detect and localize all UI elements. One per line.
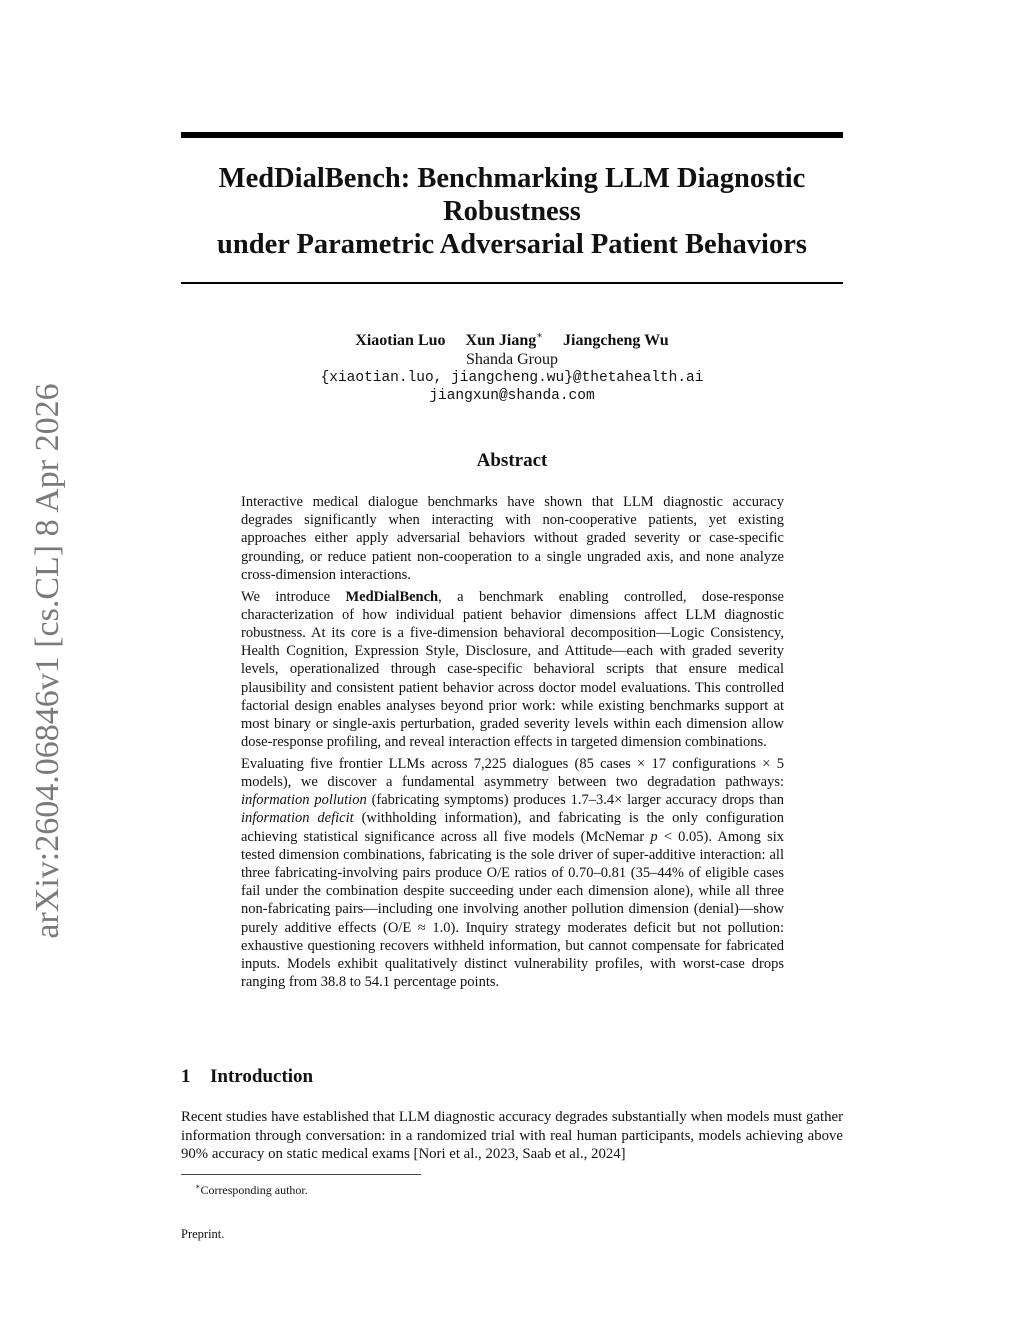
author-names (181, 327, 843, 350)
author-affiliation: Shanda Group (466, 351, 558, 369)
title-top-rule (181, 132, 843, 138)
abstract-paragraph-1: Interactive medical dialogue benchmarks have shown that LLM diagnostic accuracy degrades significantly when interacting with non-cooperative patients, yet existing approaches either apply adversarial behaviors without graded severity or case-specific grounding, or reduce patient non-cooperation to a single ungraded axis, and none analyze cross-dimension interactions. (241, 494, 784, 583)
author-name: Xiaotian Luo (355, 332, 446, 350)
title-line-2: Robustness (443, 196, 581, 227)
title-bottom-rule (181, 282, 843, 284)
section-heading-introduction (181, 1066, 313, 1088)
footnote (195, 1180, 308, 1197)
abstract-paragraph-3 (241, 755, 784, 992)
text-run: Evaluating five frontier LLMs across 7,225 dialogues (85 cases × 17 configurations × 5 models), we discover a fundamental asymmetry between two degradation pathways: (241, 755, 784, 791)
arxiv-identifier-stamp (26, 378, 70, 944)
text-run: < 0.05). Among six tested dimension combinations, fabricating is the sole driver of super-additive interaction: all three fabricating-involving pairs produce O/E ratios of 0.70–0.81 (35–44% of eligible cases fail under the combination despite succeeding under each dimension alone), while all three non-fabricating pairs—including one involving another pollution dimension (denial)—show purely additive effects (O/E ≈ 1.0). Inquiry strategy moderates deficit but not pollution: exhaustive questioning recovers withheld information, but cannot compensate for fabricated inputs. Models exhibit qualitatively distinct vulnerability profiles, with worst-case drops ranging from 38.8 to 54.1 percentage points. (241, 828, 784, 991)
title-line-1: MedDialBench: Benchmarking LLM Diagnostic (218, 163, 806, 194)
preprint-label: Preprint. (181, 1227, 225, 1241)
abstract-body (241, 493, 784, 995)
author-name: Jiangcheng Wu (563, 332, 669, 350)
text-run: We introduce (241, 588, 346, 605)
corresponding-mark: ∗ (536, 331, 544, 342)
text-run: , a benchmark enabling controlled, dose-response characterization of how individual patient behavior dimensions affect LLM diagnostic robustness. At its core is a five-dimension behavioral decomposition—Logic Consistency, Health Cognition, Expression Style, Disclosure, and Attitude—each with graded severity levels, operationalized through case-specific behavioral scripts that ensure medical plausibility and consistent patient behavior across doctor model evaluations. This controlled factorial design enables analyses beyond prior work: while existing benchmarks support at most binary or single-axis perturbation, graded severity levels within each dimension allow dose-response profiling, and reveal interaction effects in targeted dimension combinations. (241, 588, 784, 751)
author-name: Xun Jiang (465, 332, 537, 350)
section-number: 1 (181, 1066, 191, 1087)
author-name-corresponding (466, 332, 544, 349)
abstract-paragraph-2 (241, 588, 784, 752)
term-information-pollution: information pollution (241, 792, 367, 809)
author-email-2: jiangxun@shanda.com (429, 388, 595, 405)
title-line-3: under Parametric Adversarial Patient Behaviors (217, 229, 807, 260)
text-run: (withholding information), and fabricating is the only configuration achieving statistical significance across all five models (McNemar (241, 810, 784, 845)
text-run: (fabricating symptoms) produces 1.7–3.4× larger accuracy drops than (366, 792, 785, 809)
p-value-symbol: p (650, 828, 658, 845)
footnote-text: Corresponding author. (200, 1183, 308, 1197)
footnote-mark: ∗ (195, 1182, 201, 1191)
author-email-1: {xiaotian.luo, jiangcheng.wu}@thetahealth.ai (320, 370, 704, 387)
author-block (181, 327, 843, 405)
paper-title (181, 162, 843, 261)
term-information-deficit: information deficit (241, 810, 354, 827)
footnote-rule (181, 1174, 421, 1175)
benchmark-name: MedDialBench (345, 588, 439, 605)
abstract-heading: Abstract (476, 450, 548, 471)
arxiv-identifier-text: arXiv:2604.06846v1 [cs.CL] 8 Apr 2026 (29, 383, 66, 939)
introduction-paragraph: Recent studies have established that LLM diagnostic accuracy degrades substantially when models must gather information through conversation: in a randomized trial with real human participants, models achieving above 90% accuracy on static medical exams [Nori et al., 2023, Saab et al., 2024] (181, 1109, 843, 1163)
section-title: Introduction (210, 1066, 314, 1087)
